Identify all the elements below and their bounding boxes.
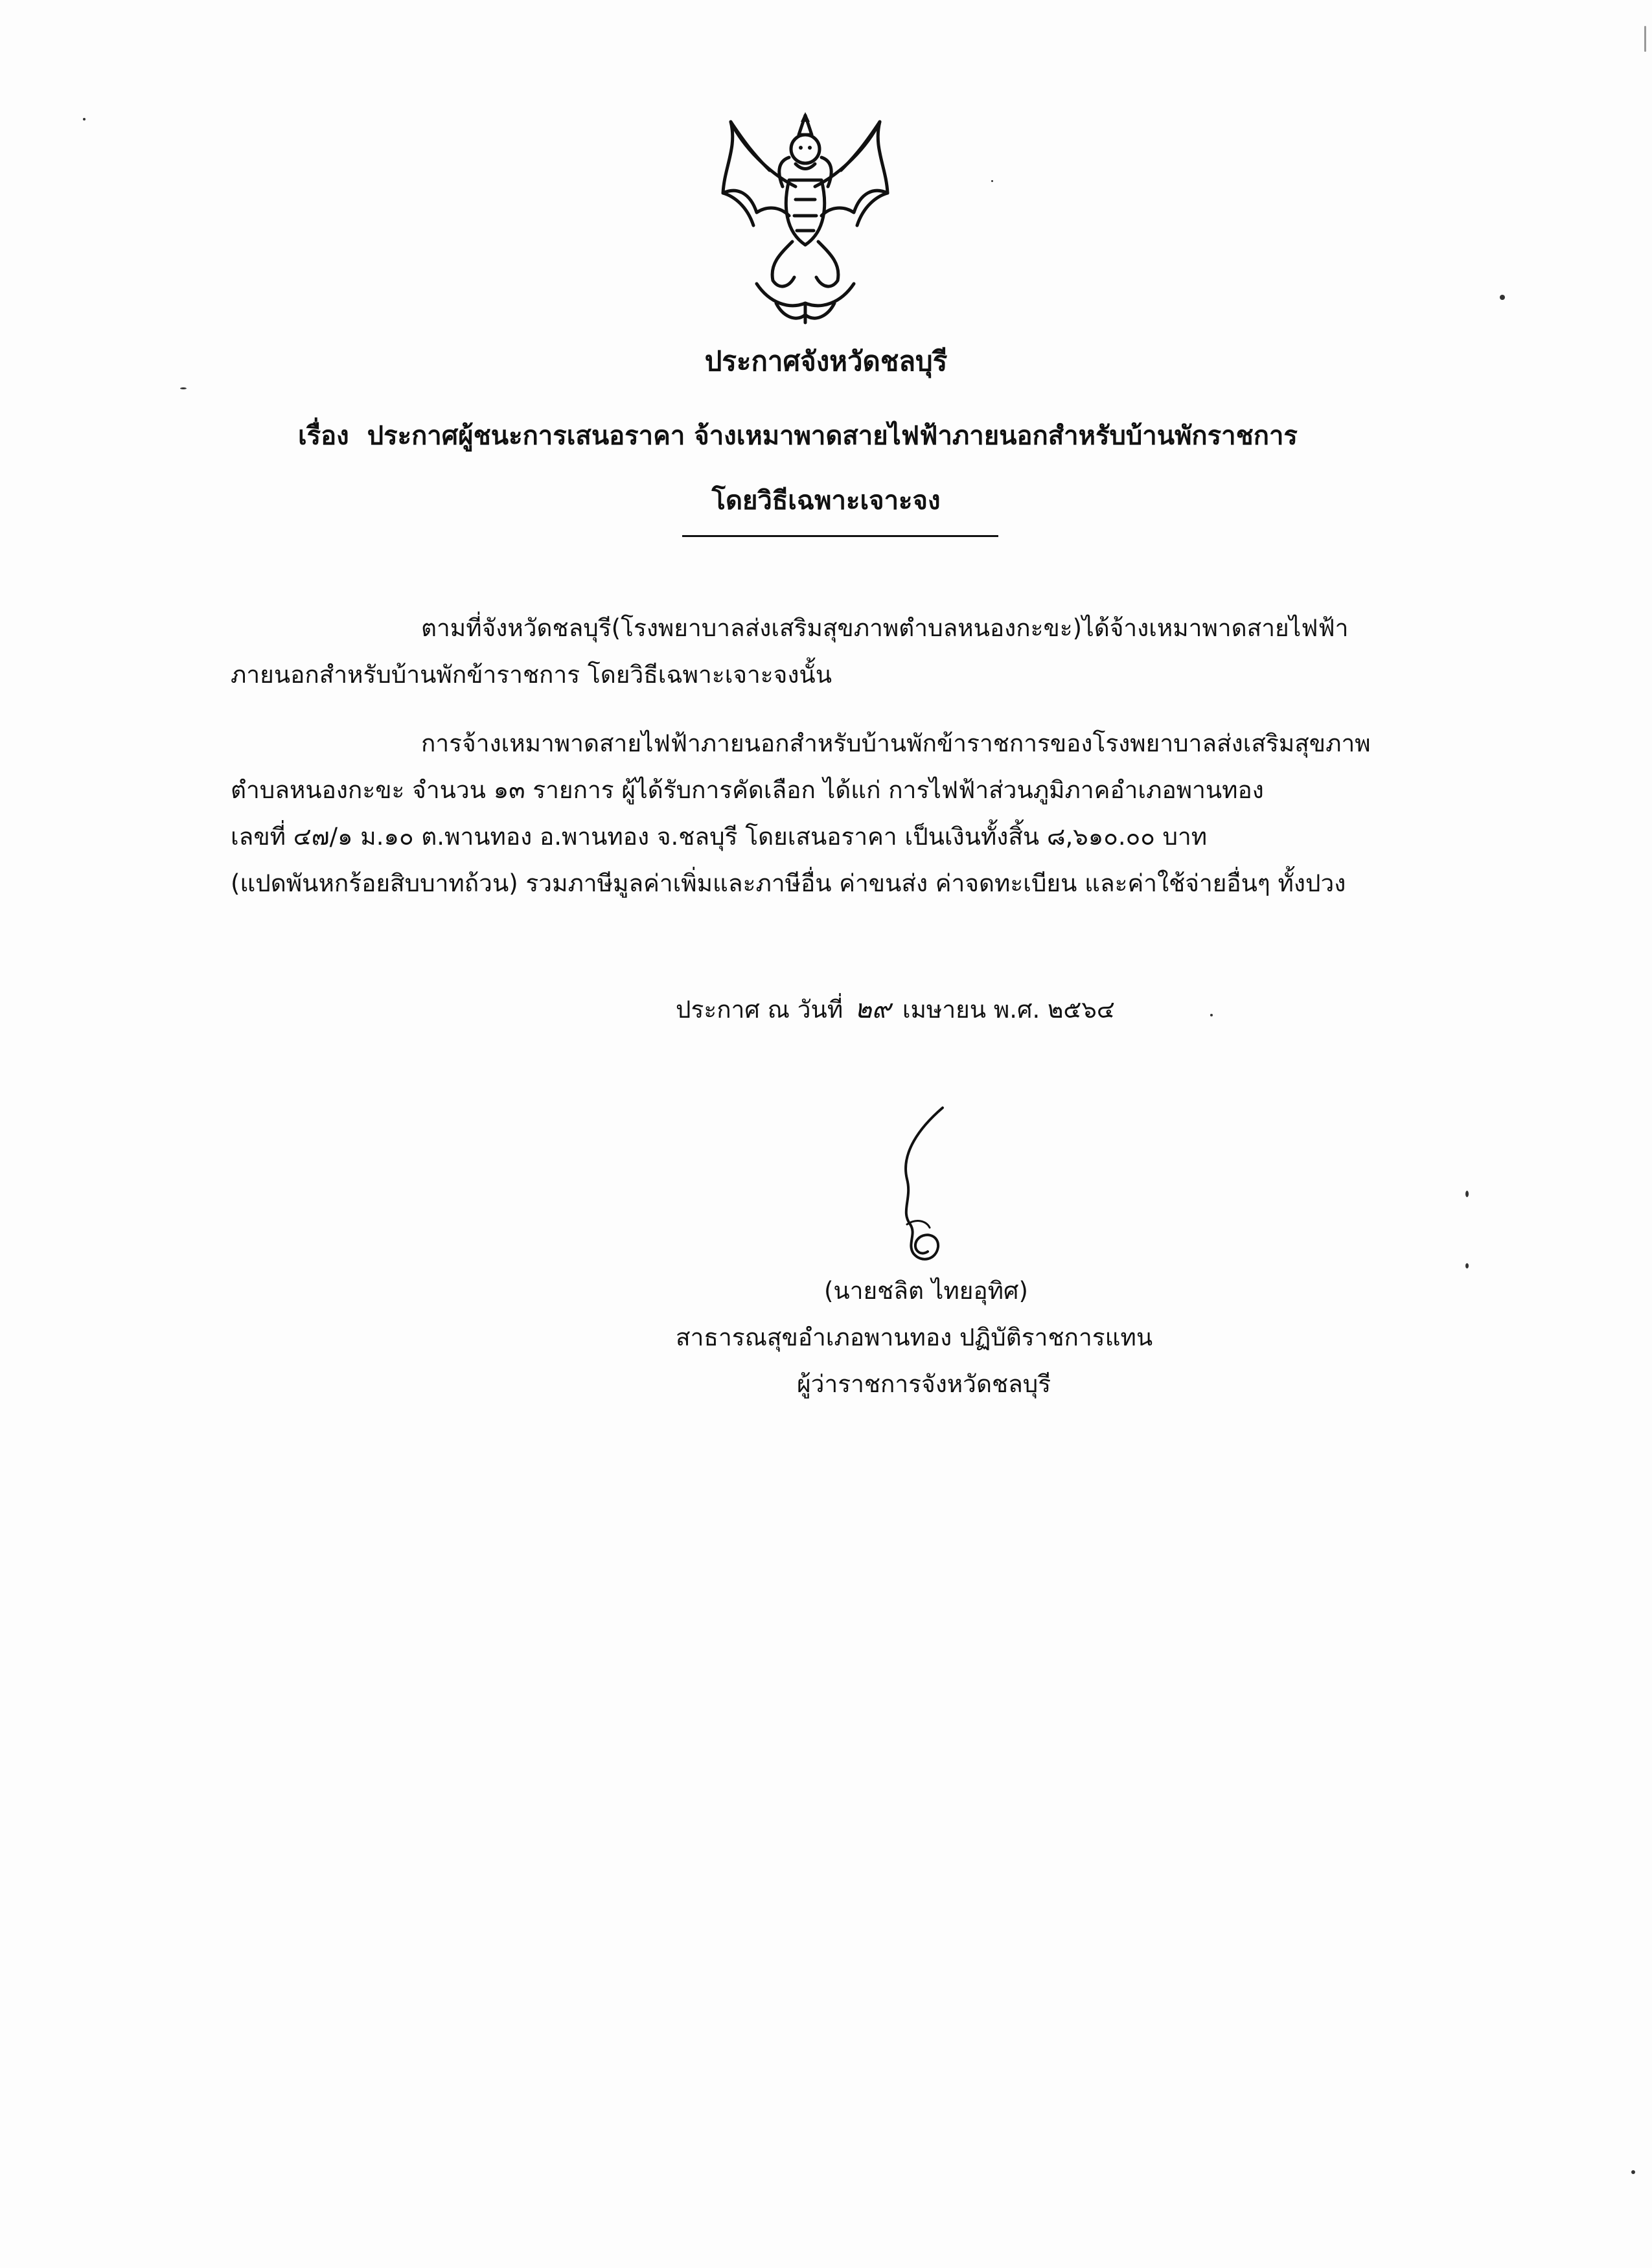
date-day-handwritten: ๒๙ [855,994,891,1024]
scan-speck [1631,2170,1635,2174]
title-divider [682,535,998,537]
scan-speck [180,387,187,389]
subject-label: เรื่อง [298,421,349,451]
paragraph2-line2: ตำบลหนองกะขะ จำนวน ๑๓ รายการ ผู้ได้รับการคัดเลือก ได้แก่ การไฟฟ้าส่วนภูมิภาคอำเภอพานทอง [231,776,1264,804]
scan-speck [1644,26,1646,52]
scan-speck [1465,1263,1469,1268]
scan-speck [1210,1014,1213,1016]
subject-line [298,415,1298,456]
signer-position: สาธารณสุขอำเภอพานทอง ปฏิบัติราชการแทน [676,1323,1153,1351]
paragraph1-line2: ภายนอกสำหรับบ้านพักข้าราชการ โดยวิธีเฉพาะเจาะจงนั้น [231,661,832,689]
page-title: ประกาศจังหวัดชลบุรี [704,345,948,377]
subject-text: ประกาศผู้ชนะการเสนอราคา จ้างเหมาพาดสายไฟฟ้าภายนอกสำหรับบ้านพักราชการ [367,421,1298,451]
scan-speck [1500,295,1505,300]
subject-method: โดยวิธีเฉพาะเจาะจง [711,486,941,516]
paragraph1-line1: ตามที่จังหวัดชลบุรี(โรงพยาบาลส่งเสริมสุขภาพตำบลหนองกะขะ)ได้จ้างเหมาพาดสายไฟฟ้า [421,614,1349,642]
signature-image [881,1101,965,1270]
scan-speck [1465,1191,1469,1197]
paragraph2-line1: การจ้างเหมาพาดสายไฟฟ้าภายนอกสำหรับบ้านพักข้าราชการของโรงพยาบาลส่งเสริมสุขภาพ [421,729,1371,757]
announcement-date [676,988,1115,1029]
scan-speck [83,118,86,120]
signer-position-2: ผู้ว่าราชการจังหวัดชลบุรี [797,1370,1051,1398]
garuda-emblem-icon [718,109,893,326]
signer-name: (นายชลิต ไทยอุทิศ) [824,1277,1028,1305]
date-rest: เมษายน พ.ศ. ๒๕๖๔ [902,996,1115,1024]
paragraph2-line3: เลขที่ ๔๗/๑ ม.๑๐ ต.พานทอง อ.พานทอง จ.ชลบุรี โดยเสนอราคา เป็นเงินทั้งสิ้น ๘,๖๑๐.๐๐ บาท [231,823,1208,851]
date-prefix: ประกาศ ณ วันที่ [676,996,843,1024]
paragraph2-line4: (แปดพันหกร้อยสิบบาทถ้วน) รวมภาษีมูลค่าเพิ่มและภาษีอื่น ค่าขนส่ง ค่าจดทะเบียน และค่าใช้จ่ายอื่นๆ ทั้งปวง [231,869,1346,897]
scan-speck [991,180,993,182]
